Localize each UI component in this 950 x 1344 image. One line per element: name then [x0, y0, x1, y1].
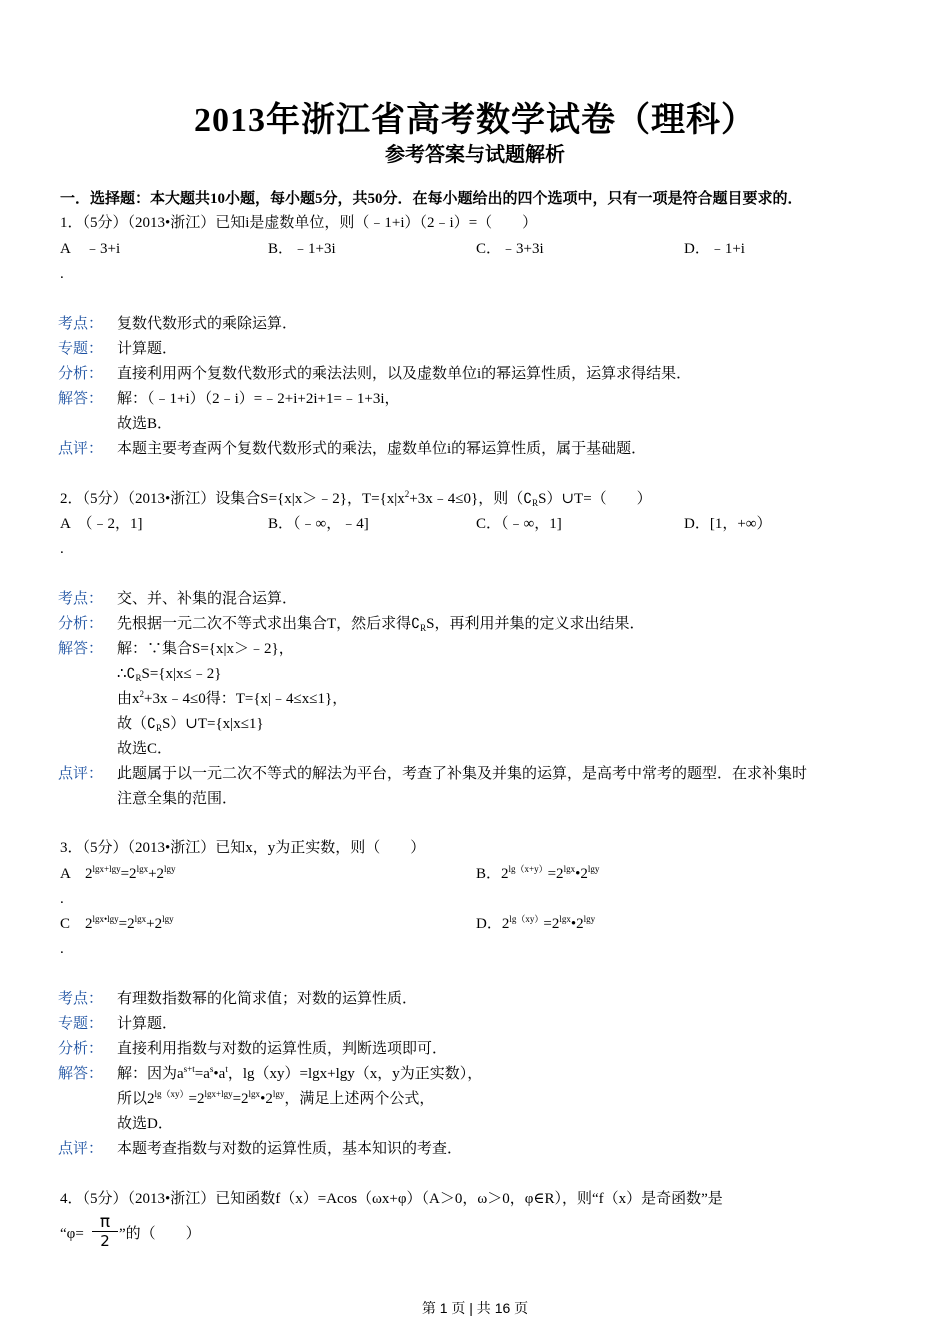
q2-jieda2-part2: S={x|x≤﹣2}: [141, 666, 222, 682]
q3-exp-lgx-lgy: lgx+lgy: [204, 1089, 233, 1099]
q2-fenxi-part1: 先根据一元二次不等式求出集合T，然后求得: [117, 616, 412, 632]
q1-dot: .: [60, 266, 64, 282]
q2-stem-part2: +3x﹣4≤0}，则（: [409, 491, 524, 507]
q1-option-a: A ﹣3+i: [60, 241, 121, 257]
q2-jieda4-part1: 故（: [117, 716, 148, 732]
q3-jieda2-part4: •2: [260, 1091, 273, 1107]
q3-exp-t: t: [225, 1064, 228, 1074]
q2-jieda-line5: 故选C．: [117, 741, 173, 757]
q4-stem: 4．（5分）（2013•浙江）已知函数f（x）=Acos（ωx+φ）（A＞0，ω＞0，φ∈R），则“f（x）是奇函数”是: [60, 1191, 723, 1207]
q1-option-c: C．﹣3+3i: [476, 241, 544, 257]
q2-stem-sup: 2: [404, 489, 410, 499]
q3-jieda1-part2: =a: [194, 1066, 210, 1082]
q2-jieda3-part1: 由x: [117, 691, 140, 707]
q2-kaodian-label: 考点：: [58, 591, 104, 607]
q2-dianping-label: 点评：: [58, 766, 104, 782]
q1-zhuanti: 计算题．: [117, 341, 178, 357]
q3-jieda2-part1: 所以2: [117, 1091, 155, 1107]
q3-jieda-line3: 故选D．: [117, 1116, 173, 1132]
q2-option-b: B．（﹣∞，﹣4]: [268, 516, 369, 532]
q1-dianping-label: 点评：: [58, 441, 104, 457]
q3-option-c: C $2^{lgx•lgy}=2^{lgx}+2^{lgy}$: [60, 914, 174, 932]
q2-dot: .: [60, 541, 64, 557]
q2-option-d: D．[1，+∞）: [684, 516, 772, 532]
q2-jieda-line1: 解：∵集合S={x|x＞﹣2}，: [117, 641, 294, 657]
q3-fenxi: 直接利用指数与对数的运算性质，判断选项即可．: [117, 1041, 448, 1057]
q2-dianping-line2: 注意全集的范围．: [117, 791, 238, 807]
q2-stem-part3: S）∪T=（ ）: [538, 491, 652, 507]
complement-sub: R: [532, 498, 539, 508]
q3-exp-lgxy: lg（xy）: [154, 1089, 189, 1099]
q3-dianping: 本题考查指数与对数的运算性质，基本知识的考查．: [117, 1141, 463, 1157]
q2-stem: [60, 489, 652, 509]
q1-stem: 1．（5分）（2013•浙江）已知i是虚数单位，则（﹣1+i）（2﹣i）=（ ）: [60, 215, 538, 231]
q2-jieda4-part2: S）∪T={x|x≤1}: [161, 716, 264, 732]
q1-fenxi-label: 分析：: [58, 366, 104, 382]
q2-option-a: A （﹣2，1]: [60, 516, 143, 532]
q4-line2-part1: “φ=: [60, 1226, 84, 1242]
q3-jieda1-part1: 解：因为a: [117, 1066, 184, 1082]
q4-line2-part2: ”的（ ）: [119, 1226, 201, 1242]
q1-jieda-label: 解答：: [58, 391, 104, 407]
q3-stem: 3．（5分）（2013•浙江）已知x，y为正实数，则（ ）: [60, 840, 426, 856]
q3-option-a: A $2^{lgx+lgy}=2^{lgx}+2^{lgy}$: [60, 864, 176, 882]
section-heading: 一．选择题：本大题共10小题，每小题5分，共50分．在每小题给出的四个选项中，只有一项是符合题目要求的．: [60, 191, 803, 207]
q3-zhuanti: 计算题．: [117, 1016, 178, 1032]
q3-jieda2-part3: =2: [232, 1091, 249, 1107]
q3-exp-lgx: lgx: [248, 1089, 261, 1099]
q2-jieda-line3: [117, 689, 347, 709]
q3-kaodian-label: 考点：: [58, 991, 104, 1007]
q3-fenxi-label: 分析：: [58, 1041, 104, 1057]
q3-exp-s-plus-t: s+t: [183, 1064, 195, 1074]
fraction-numerator: π: [99, 1212, 111, 1232]
complement-sub: R: [135, 673, 142, 683]
q1-kaodian: 复数代数形式的乘除运算．: [117, 316, 298, 332]
q3-exp-s: s: [209, 1064, 214, 1074]
complement-symbol: ∁: [411, 616, 421, 632]
q3-option-d: D．$2^{lg(xy)}=2^{lgx}•2^{lgy}$: [476, 914, 596, 932]
q1-kaodian-label: 考点：: [58, 316, 104, 332]
q3-jieda-line2: [117, 1089, 434, 1109]
q1-option-b: B．﹣1+3i: [268, 241, 336, 257]
q2-jieda3-part2: +3x﹣4≤0得：T={x|﹣4≤x≤1}，: [144, 691, 348, 707]
q2-jieda-label: 解答：: [58, 641, 104, 657]
q3-option-b: B．$2^{lg(x+y)}=2^{lgx}•2^{lgy}$: [476, 864, 600, 882]
q2-fenxi-part2: S，再利用并集的定义求出结果．: [426, 616, 645, 632]
q2-stem-part1: 2．（5分）（2013•浙江）设集合S={x|x＞﹣2}，T={x|x: [60, 491, 405, 507]
complement-symbol: ∁: [523, 491, 533, 507]
q1-zhuanti-label: 专题：: [58, 341, 104, 357]
q3-jieda2-part2: =2: [188, 1091, 205, 1107]
q2-option-c: C．（﹣∞，1]: [476, 516, 562, 532]
q3-exp-lgy: lgy: [272, 1089, 285, 1099]
q3-zhuanti-label: 专题：: [58, 1016, 104, 1032]
fraction-denominator: 2: [100, 1232, 110, 1250]
q2-jieda-line2: [117, 664, 221, 684]
q1-dianping: 本题主要考查两个复数代数形式的乘法，虚数单位i的幂运算性质，属于基础题．: [117, 441, 647, 457]
q2-dianping-line1: 此题属于以一元二次不等式的解法为平台，考查了补集及并集的运算，是高考中常考的题型．在求补集时: [117, 766, 808, 782]
q1-jieda-line1: 解：（﹣1+i）（2﹣i）=﹣2+i+2i+1=﹣1+3i，: [117, 391, 400, 407]
q3-jieda-label: 解答：: [58, 1066, 104, 1082]
q3-jieda1-part4: ，lg（xy）=lgx+lgy（x，y为正实数），: [227, 1066, 483, 1082]
q3-jieda2-part5: ，满足上述两个公式，: [284, 1091, 435, 1107]
page-footer: 第 1 页 | 共 16 页: [421, 1300, 529, 1316]
complement-symbol: ∁: [126, 666, 136, 682]
pi-over-2-fraction: [92, 1213, 118, 1250]
q1-option-d: D．﹣1+i: [684, 241, 745, 257]
q1-fenxi: 直接利用两个复数代数形式的乘法法则，以及虚数单位i的幂运算性质，运算求得结果．: [117, 366, 692, 382]
q3-jieda-line1: [117, 1064, 482, 1084]
q2-kaodian: 交、并、补集的混合运算．: [117, 591, 298, 607]
q2-jieda3-sup: 2: [139, 689, 145, 699]
page-subtitle: 参考答案与试题解析: [385, 144, 565, 166]
q2-fenxi-label: 分析：: [58, 616, 104, 632]
page-title: 2013年浙江省高考数学试卷（理科）: [194, 102, 756, 139]
complement-sub: R: [420, 623, 427, 633]
q3-jieda1-part3: •a: [213, 1066, 226, 1082]
q3-dot-a: .: [60, 891, 64, 907]
q2-jieda-line4: [117, 714, 264, 734]
q2-jieda2-part1: ∴: [117, 666, 127, 682]
complement-sub: R: [155, 723, 162, 733]
q1-jieda-line2: 故选B．: [117, 416, 173, 432]
q3-kaodian: 有理数指数幂的化简求值；对数的运算性质．: [117, 991, 418, 1007]
q2-fenxi: [117, 614, 644, 634]
q3-dot-c: .: [60, 941, 64, 957]
complement-symbol: ∁: [147, 716, 156, 732]
q3-dianping-label: 点评：: [58, 1141, 104, 1157]
